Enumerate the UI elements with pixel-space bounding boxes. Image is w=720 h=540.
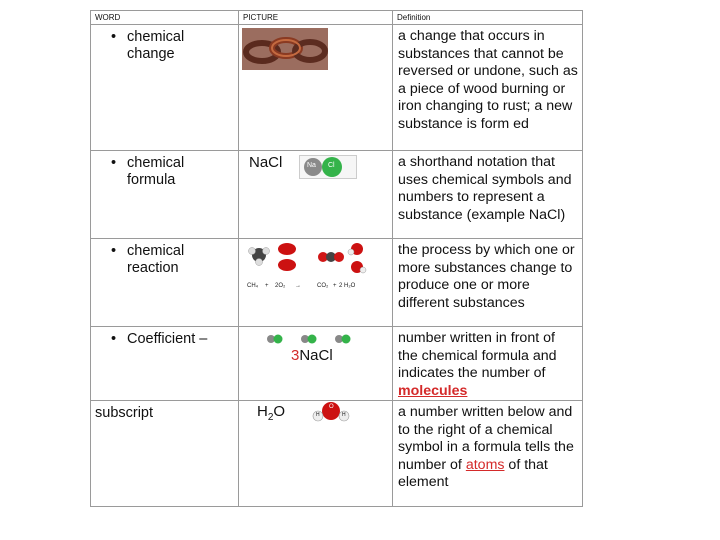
bullet: • [111, 331, 117, 347]
coefficient-number: 3 [291, 347, 300, 364]
definition-cell [393, 327, 583, 401]
plus-sign: + [333, 283, 337, 289]
formula-water: $H_2O$ [257, 403, 286, 423]
co2-label: CO₂ [317, 283, 329, 289]
rusty-chain-image [242, 28, 328, 70]
reaction-diagram [247, 243, 367, 279]
word-term: chemical change [127, 29, 185, 62]
header-row [91, 11, 583, 25]
ion-pair-image [299, 155, 357, 179]
definition-highlight: molecules [398, 382, 468, 399]
word-cell [91, 401, 239, 507]
three-nacl-units-icon [265, 333, 365, 345]
water-oxygen-label: O [329, 404, 334, 410]
table-row [91, 239, 583, 327]
coefficient-compound: NaCl [299, 347, 333, 364]
coefficient-formula [291, 347, 333, 364]
word-term: chemical reaction [127, 243, 185, 276]
header-picture: PICTURE [239, 11, 393, 25]
reaction-arrow: → [295, 283, 301, 289]
picture-cell [239, 401, 393, 507]
definition-cell [393, 401, 583, 507]
formula-nacl: NaCl [249, 154, 283, 171]
word-cell [91, 327, 239, 401]
sodium-label: Na [307, 162, 316, 169]
picture-cell [239, 151, 393, 239]
water-label: 2 H₂O [339, 283, 356, 289]
chloride-label: Cl [328, 162, 335, 169]
picture-cell [239, 25, 393, 151]
table-row [91, 25, 583, 151]
water-molecules-icon [348, 243, 366, 273]
table-row [91, 401, 583, 507]
picture-cell [239, 327, 393, 401]
word-term: chemical formula [127, 155, 185, 188]
word-cell [91, 151, 239, 239]
carbon-dioxide-molecule-icon [318, 252, 344, 262]
vocabulary-table-sheet [90, 10, 582, 505]
definition-text-end: of that element [398, 456, 548, 490]
oxygen-label: 2O₂ [275, 283, 286, 289]
word-term: subscript [95, 405, 154, 421]
definition-cell: a shorthand notation that uses chemical symbols and numbers to represent a substance (example NaCl) [393, 151, 583, 239]
definition-cell: a change that occurs in substances that cannot be reversed or undone, such as a piece of wood burning or iron changing to rust; a new substance is form ed [393, 25, 583, 151]
definition-text: a number written below and to the right of a chemical symbol in a formula tells the number of [398, 404, 574, 473]
water-hydrogen-label: H [316, 412, 320, 418]
bullet: • [111, 243, 117, 259]
word-term: Coefficient – [127, 331, 208, 347]
definition-cell: the process by which one or more substances change to produce one or more different substances [393, 239, 583, 327]
picture-cell [239, 239, 393, 327]
table-row [91, 327, 583, 401]
water-hydrogen-label: H [342, 412, 346, 418]
header-word: WORD [91, 11, 239, 25]
plus-sign: + [265, 283, 269, 289]
oxygen-molecules-icon [278, 243, 296, 271]
definition-highlight: atoms [465, 456, 505, 473]
table-row [91, 151, 583, 239]
bullet: • [111, 155, 117, 171]
methane-label: CH₄ [247, 283, 259, 289]
vocabulary-table [90, 10, 583, 507]
word-cell [91, 25, 239, 151]
bullet: • [111, 29, 117, 45]
definition-text: number written in front of the chemical formula and indicates the number of [398, 330, 557, 381]
methane-molecule-icon [249, 248, 270, 266]
word-cell [91, 239, 239, 327]
header-definition: Definition [393, 11, 583, 25]
